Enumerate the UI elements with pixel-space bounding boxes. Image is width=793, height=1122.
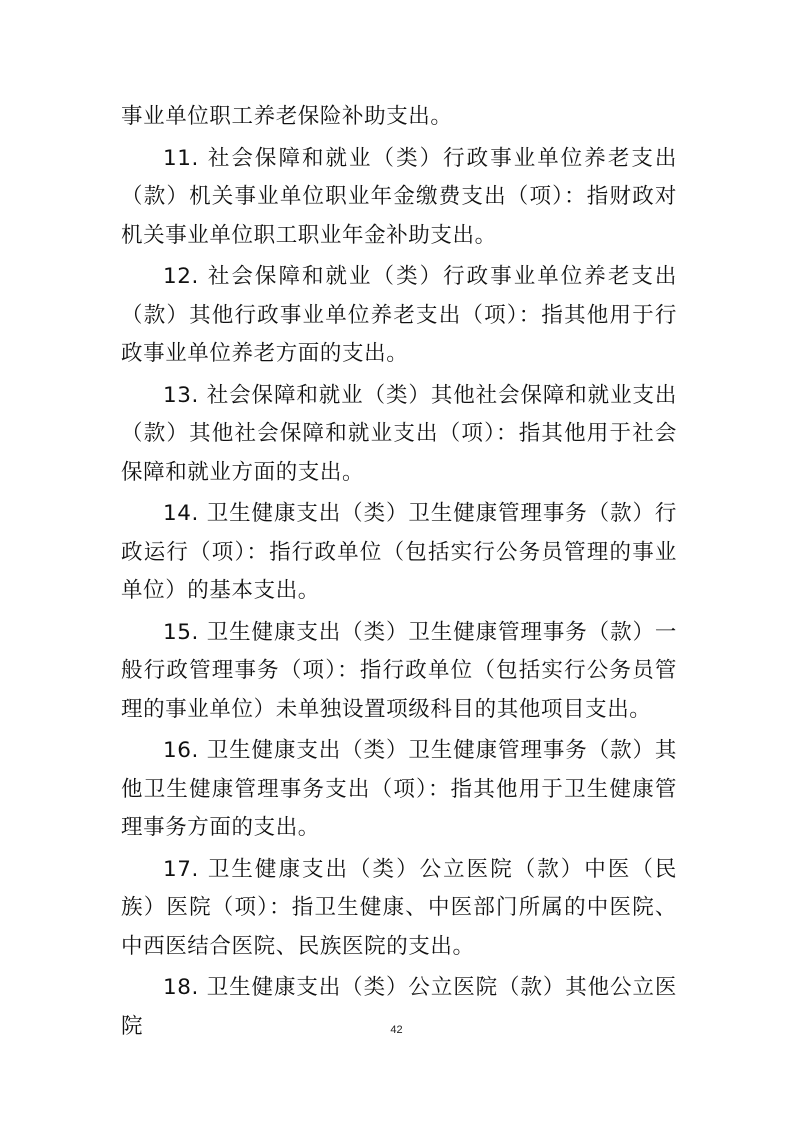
paragraph-item-12: 12. 社会保障和就业（类）行政事业单位养老支出（款）其他行政事业单位养老支出（项）：指其他用于行政事业单位养老方面的支出。 bbox=[121, 264, 677, 366]
paragraph-item-15: 15. 卫生健康支出（类）卫生健康管理事务（款）一般行政管理事务（项）：指行政单位（包括实行公务员管理的事业单位）未单独设置项级科目的其他项目支出。 bbox=[121, 619, 677, 722]
paragraph-item-17: 17. 卫生健康支出（类）公立医院（款）中医（民族）医院（项）：指卫生健康、中医部门所属的中医院、中西医结合医院、民族医院的支出。 bbox=[121, 856, 677, 959]
paragraph-item-18: 18. 卫生健康支出（类）公立医院（款）其他公立医院 bbox=[121, 975, 677, 1039]
paragraph-continuation: 事业单位职工养老保险补助支出。 bbox=[121, 104, 453, 129]
paragraph-item-11: 11. 社会保障和就业（类）行政事业单位养老支出（款）机关事业单位职业年金缴费支出（项）：指财政对机关事业单位职工职业年金补助支出。 bbox=[121, 145, 677, 248]
paragraph-item-13: 13. 社会保障和就业（类）其他社会保障和就业支出（款）其他社会保障和就业支出（项）：指其他用于社会保障和就业方面的支出。 bbox=[121, 382, 677, 485]
document-body bbox=[121, 98, 677, 1049]
paragraph-item-16: 16. 卫生健康支出（类）卫生健康管理事务（款）其他卫生健康管理事务支出（项）：指其他用于卫生健康管理事务方面的支出。 bbox=[121, 738, 677, 840]
page-number: 42 bbox=[390, 1024, 403, 1036]
paragraph-item-14: 14. 卫生健康支出（类）卫生健康管理事务（款）行政运行（项）：指行政单位（包括实行公务员管理的事业单位）的基本支出。 bbox=[121, 501, 677, 603]
